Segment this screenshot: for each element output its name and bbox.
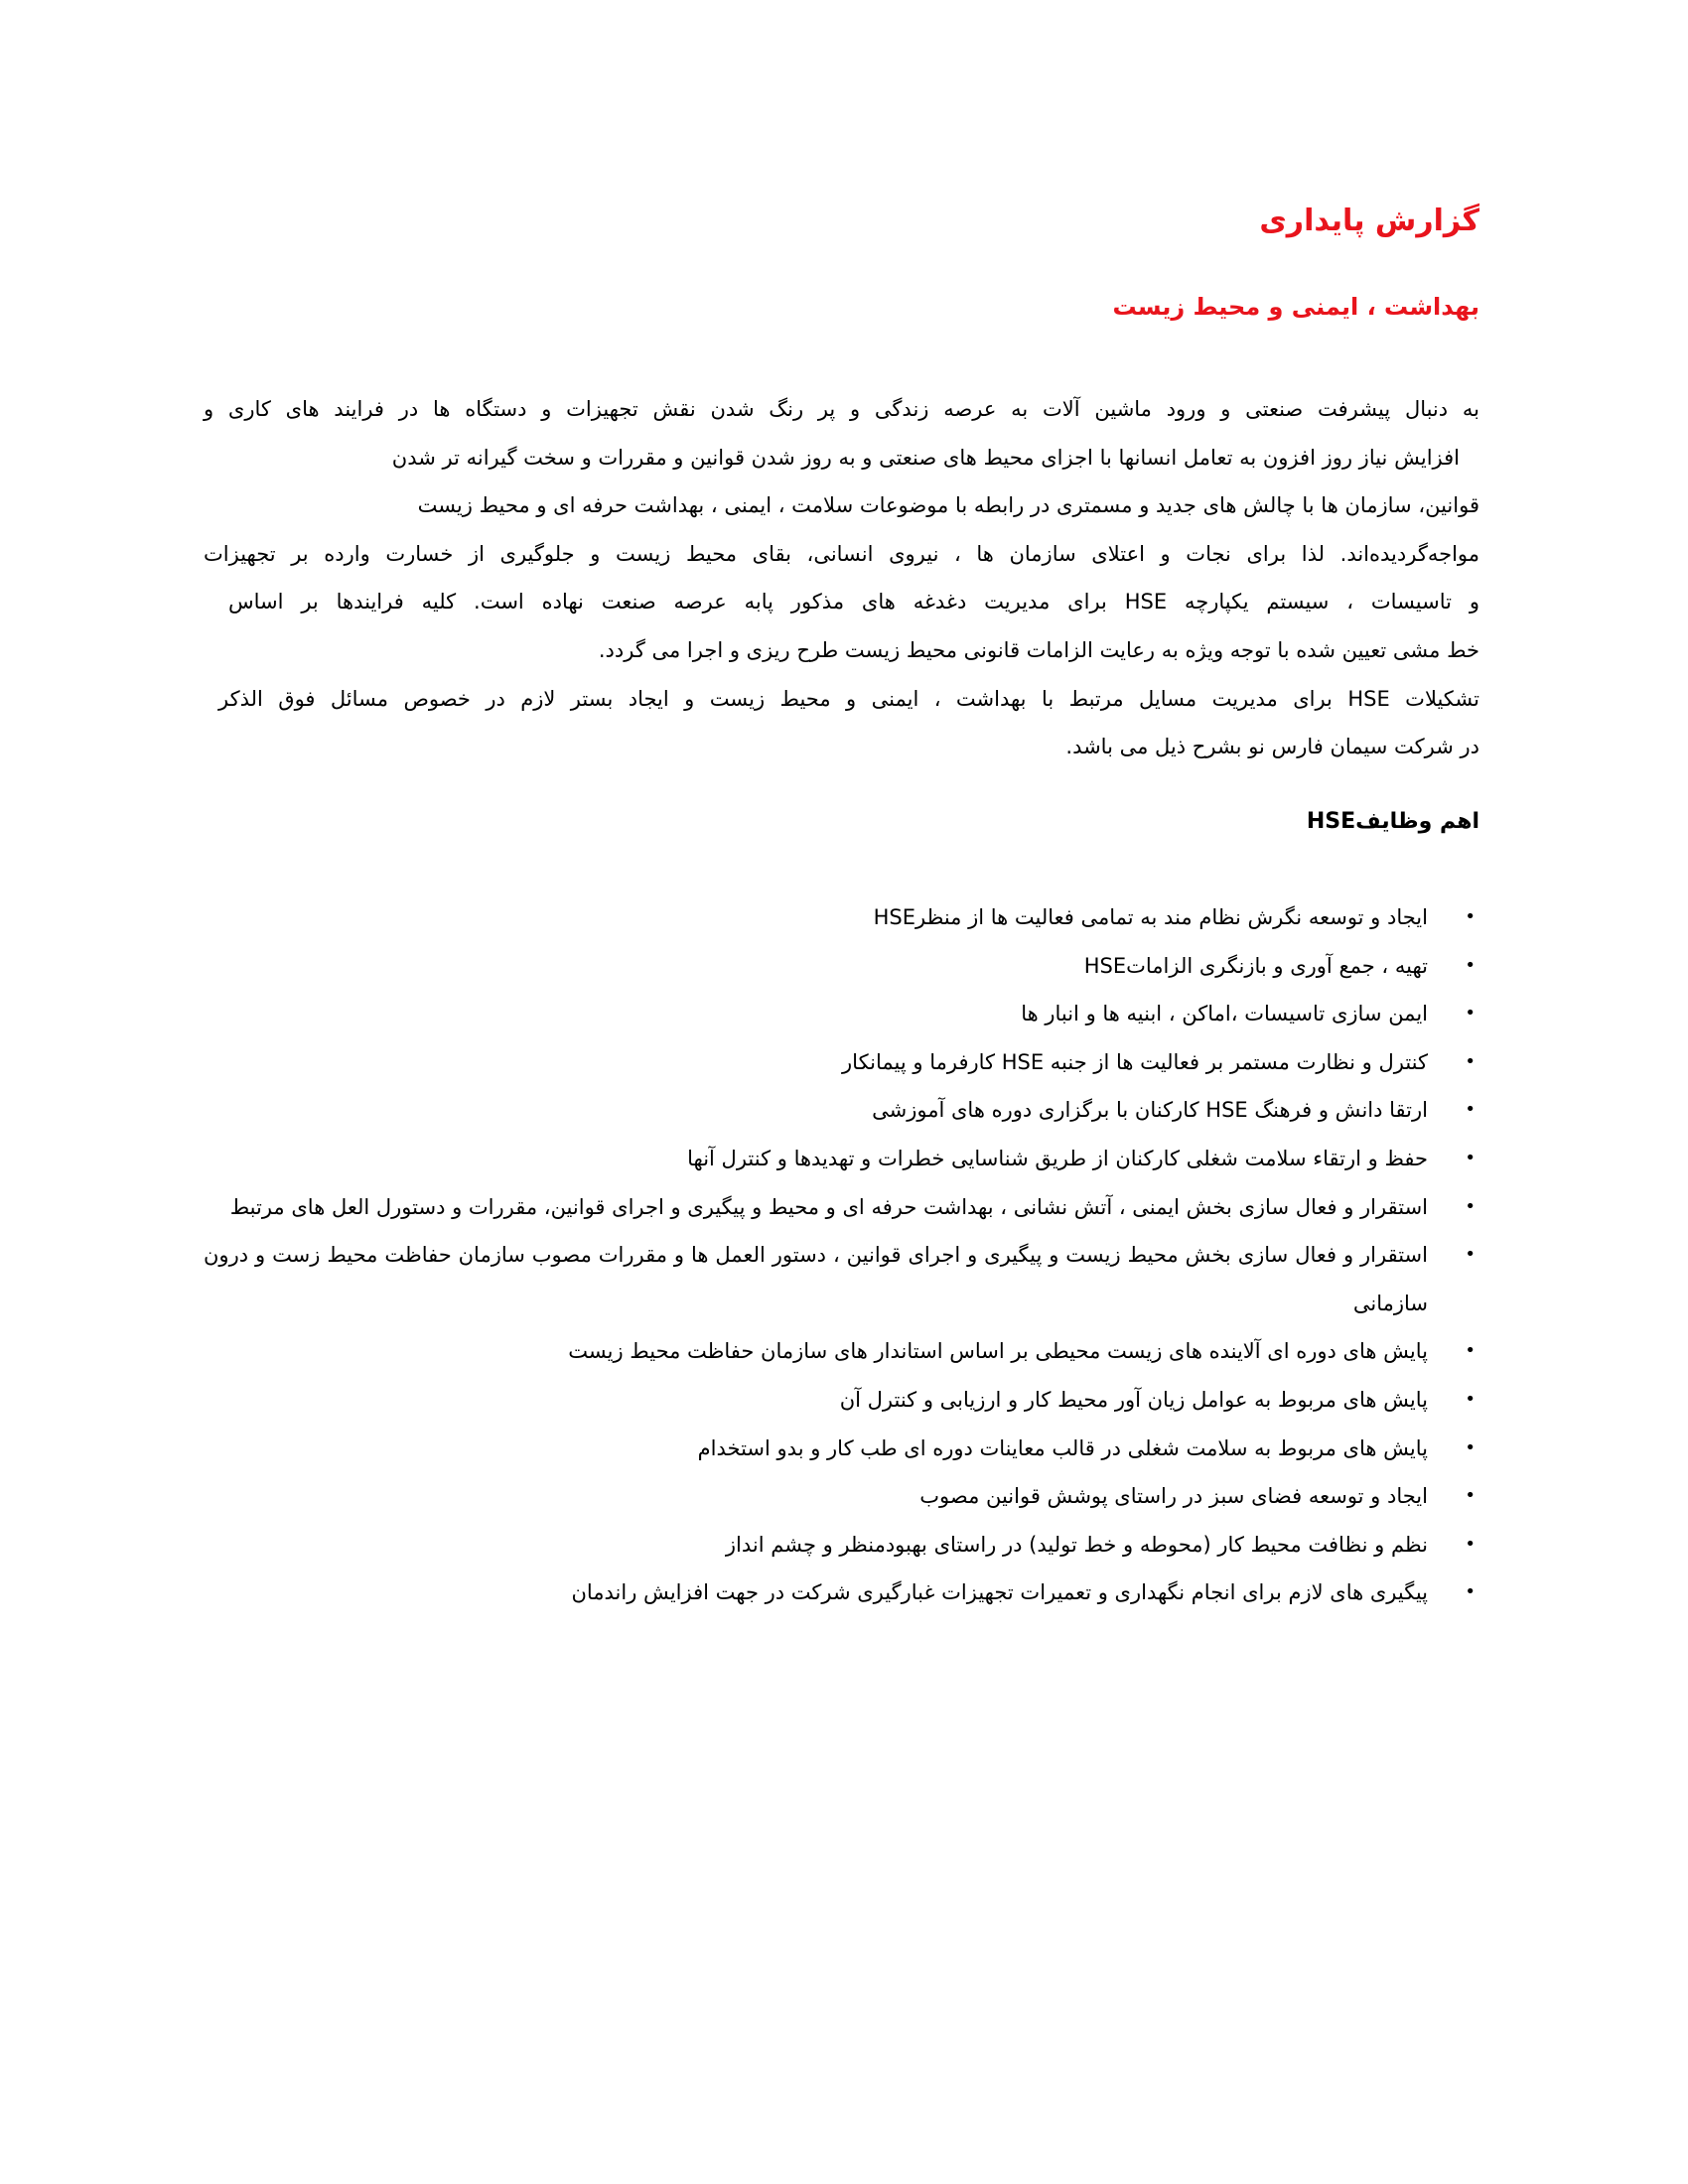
- list-item: [204, 1038, 1479, 1087]
- list-item: [204, 1086, 1479, 1135]
- list-item: [204, 1135, 1479, 1183]
- bullet-icon: •: [1465, 1195, 1476, 1217]
- list-item-text: پایش های مربوط به عوامل زیان آور محیط کار و ارزیابی و کنترل آن: [839, 1387, 1428, 1412]
- page-title: گزارش پایداری: [1259, 204, 1479, 238]
- bullet-icon: •: [1465, 1533, 1476, 1555]
- list-item: [204, 1425, 1479, 1473]
- bullet-icon: •: [1465, 906, 1476, 927]
- list-item: [204, 1521, 1479, 1570]
- paragraph-line: تشکیلات HSE برای مدیریت مسایل مرتبط با بهداشت ، ایمنی و محیط زیست و ایجاد بستر لازم در خصوص مسائل فوق الذکر: [218, 686, 1479, 711]
- list-item-text: پیگیری های لازم برای انجام نگهداری و تعمیرات تجهیزات غبارگیری شرکت در جهت افزایش راندمان: [571, 1580, 1428, 1605]
- list-item-text: ایجاد و توسعه نگرش نظام مند به تمامی فعالیت ها از منظرHSE: [873, 905, 1428, 929]
- bullet-icon: •: [1465, 1147, 1476, 1168]
- paragraph-line: و تاسیسات ، سیستم یکپارچه HSE برای مدیریت دغدغه های مذکور پابه عرصه صنعت نهاده است. کلیه فرایندها بر اساس: [228, 590, 1479, 614]
- list-item-text: کنترل و نظارت مستمر بر فعالیت ها از جنبه HSE کارفرما و پیمانکار: [842, 1049, 1428, 1074]
- list-item: [204, 942, 1479, 991]
- paragraph-line: مواجه‌گردیده‌اند. لذا برای نجات و اعتلای سازمان ها ، نیروی انسانی، بقای محیط زیست و جلوگیری از خسارت وارده بر تجهیزات: [204, 541, 1479, 566]
- list-item-text: تهیه ، جمع آوری و بازنگری الزاماتHSE: [1083, 953, 1428, 978]
- list-item-text: ارتقا دانش و فرهنگ HSE کارکنان با برگزاری دوره های آموزشی: [872, 1098, 1428, 1123]
- paragraph-line: قوانین، سازمان ها با چالش های جدید و مسمتری در رابطه با موضوعات سلامت ، ایمنی ، بهداشت حرفه ای و محیط زیست: [417, 493, 1479, 518]
- bullet-icon: •: [1465, 1436, 1476, 1458]
- paragraph-line: خط مشی تعیین شده با توجه ویژه به رعایت الزامات قانونی محیط زیست طرح ریزی و اجرا می گردد.: [598, 637, 1479, 662]
- list-item: [204, 1569, 1479, 1617]
- tasks-list: [204, 893, 1479, 1617]
- tasks-heading: اهم وظایفHSE: [1306, 809, 1479, 834]
- list-item-text: ایمن سازی تاسیسات ،اماکن ، ابنیه ها و انبار ها: [1021, 1002, 1428, 1026]
- paragraph-line: افزایش نیاز روز افزون به تعامل انسانها با اجزای محیط های صنعتی و به روز شدن قوانین و مقررات و سخت گیرانه تر شدن: [391, 445, 1460, 470]
- list-item-text: ایجاد و توسعه فضای سبز در راستای پوشش قوانین مصوب: [919, 1484, 1428, 1509]
- paragraph-line: به دنبال پیشرفت صنعتی و ورود ماشین آلات به عرصه زندگی و پر رنگ شدن نقش تجهیزات و دستگاه ها در فرایند های کاری و: [204, 397, 1479, 421]
- list-item: [204, 990, 1479, 1038]
- list-item-text: پایش های دوره ای آلاینده های زیست محیطی بر اساس استاندار های سازمان حفاظت محیط زیست: [568, 1339, 1428, 1364]
- list-item: [204, 1327, 1479, 1376]
- bullet-icon: •: [1465, 1388, 1476, 1410]
- bullet-icon: •: [1465, 1244, 1476, 1266]
- paragraph-line: در شرکت سیمان فارس نو بشرح ذیل می باشد.: [1065, 735, 1479, 759]
- bullet-icon: •: [1465, 1003, 1476, 1024]
- list-item-text: نظم و نظافت محیط کار (محوطه و خط تولید) در راستای بهبودمنظر و چشم انداز: [725, 1532, 1428, 1557]
- bullet-icon: •: [1465, 1340, 1476, 1362]
- intro-paragraph: [204, 385, 1479, 771]
- list-item-text: پایش های مربوط به سلامت شغلی در قالب معاینات دوره ای طب کار و بدو استخدام: [697, 1435, 1428, 1460]
- list-item-text: حفظ و ارتقاء سلامت شغلی کارکنان از طریق شناسایی خطرات و تهدیدها و کنترل آنها: [687, 1146, 1428, 1170]
- list-item: [204, 1472, 1479, 1521]
- bullet-icon: •: [1465, 1050, 1476, 1072]
- list-item: [204, 1183, 1479, 1232]
- bullet-icon: •: [1465, 1099, 1476, 1121]
- bullet-icon: •: [1465, 1485, 1476, 1507]
- bullet-icon: •: [1465, 1581, 1476, 1603]
- list-item: [204, 1231, 1479, 1327]
- list-item: [204, 893, 1479, 942]
- bullet-icon: •: [1465, 954, 1476, 976]
- section-subtitle: بهداشت ، ایمنی و محیط زیست: [1112, 293, 1479, 321]
- list-item-text: استقرار و فعال سازی بخش ایمنی ، آتش نشانی ، بهداشت حرفه ای و محیط و پیگیری و اجرای قوانین، مقررات و دستورل العل های مرتبط: [229, 1194, 1428, 1219]
- list-item-text: استقرار و فعال سازی بخش محیط زیست و پیگیری و اجرای قوانین ، دستور العمل ها و مقررات مصوب سازمان حفاظت محیط زست و درون سازمانی: [204, 1243, 1428, 1315]
- list-item: [204, 1376, 1479, 1425]
